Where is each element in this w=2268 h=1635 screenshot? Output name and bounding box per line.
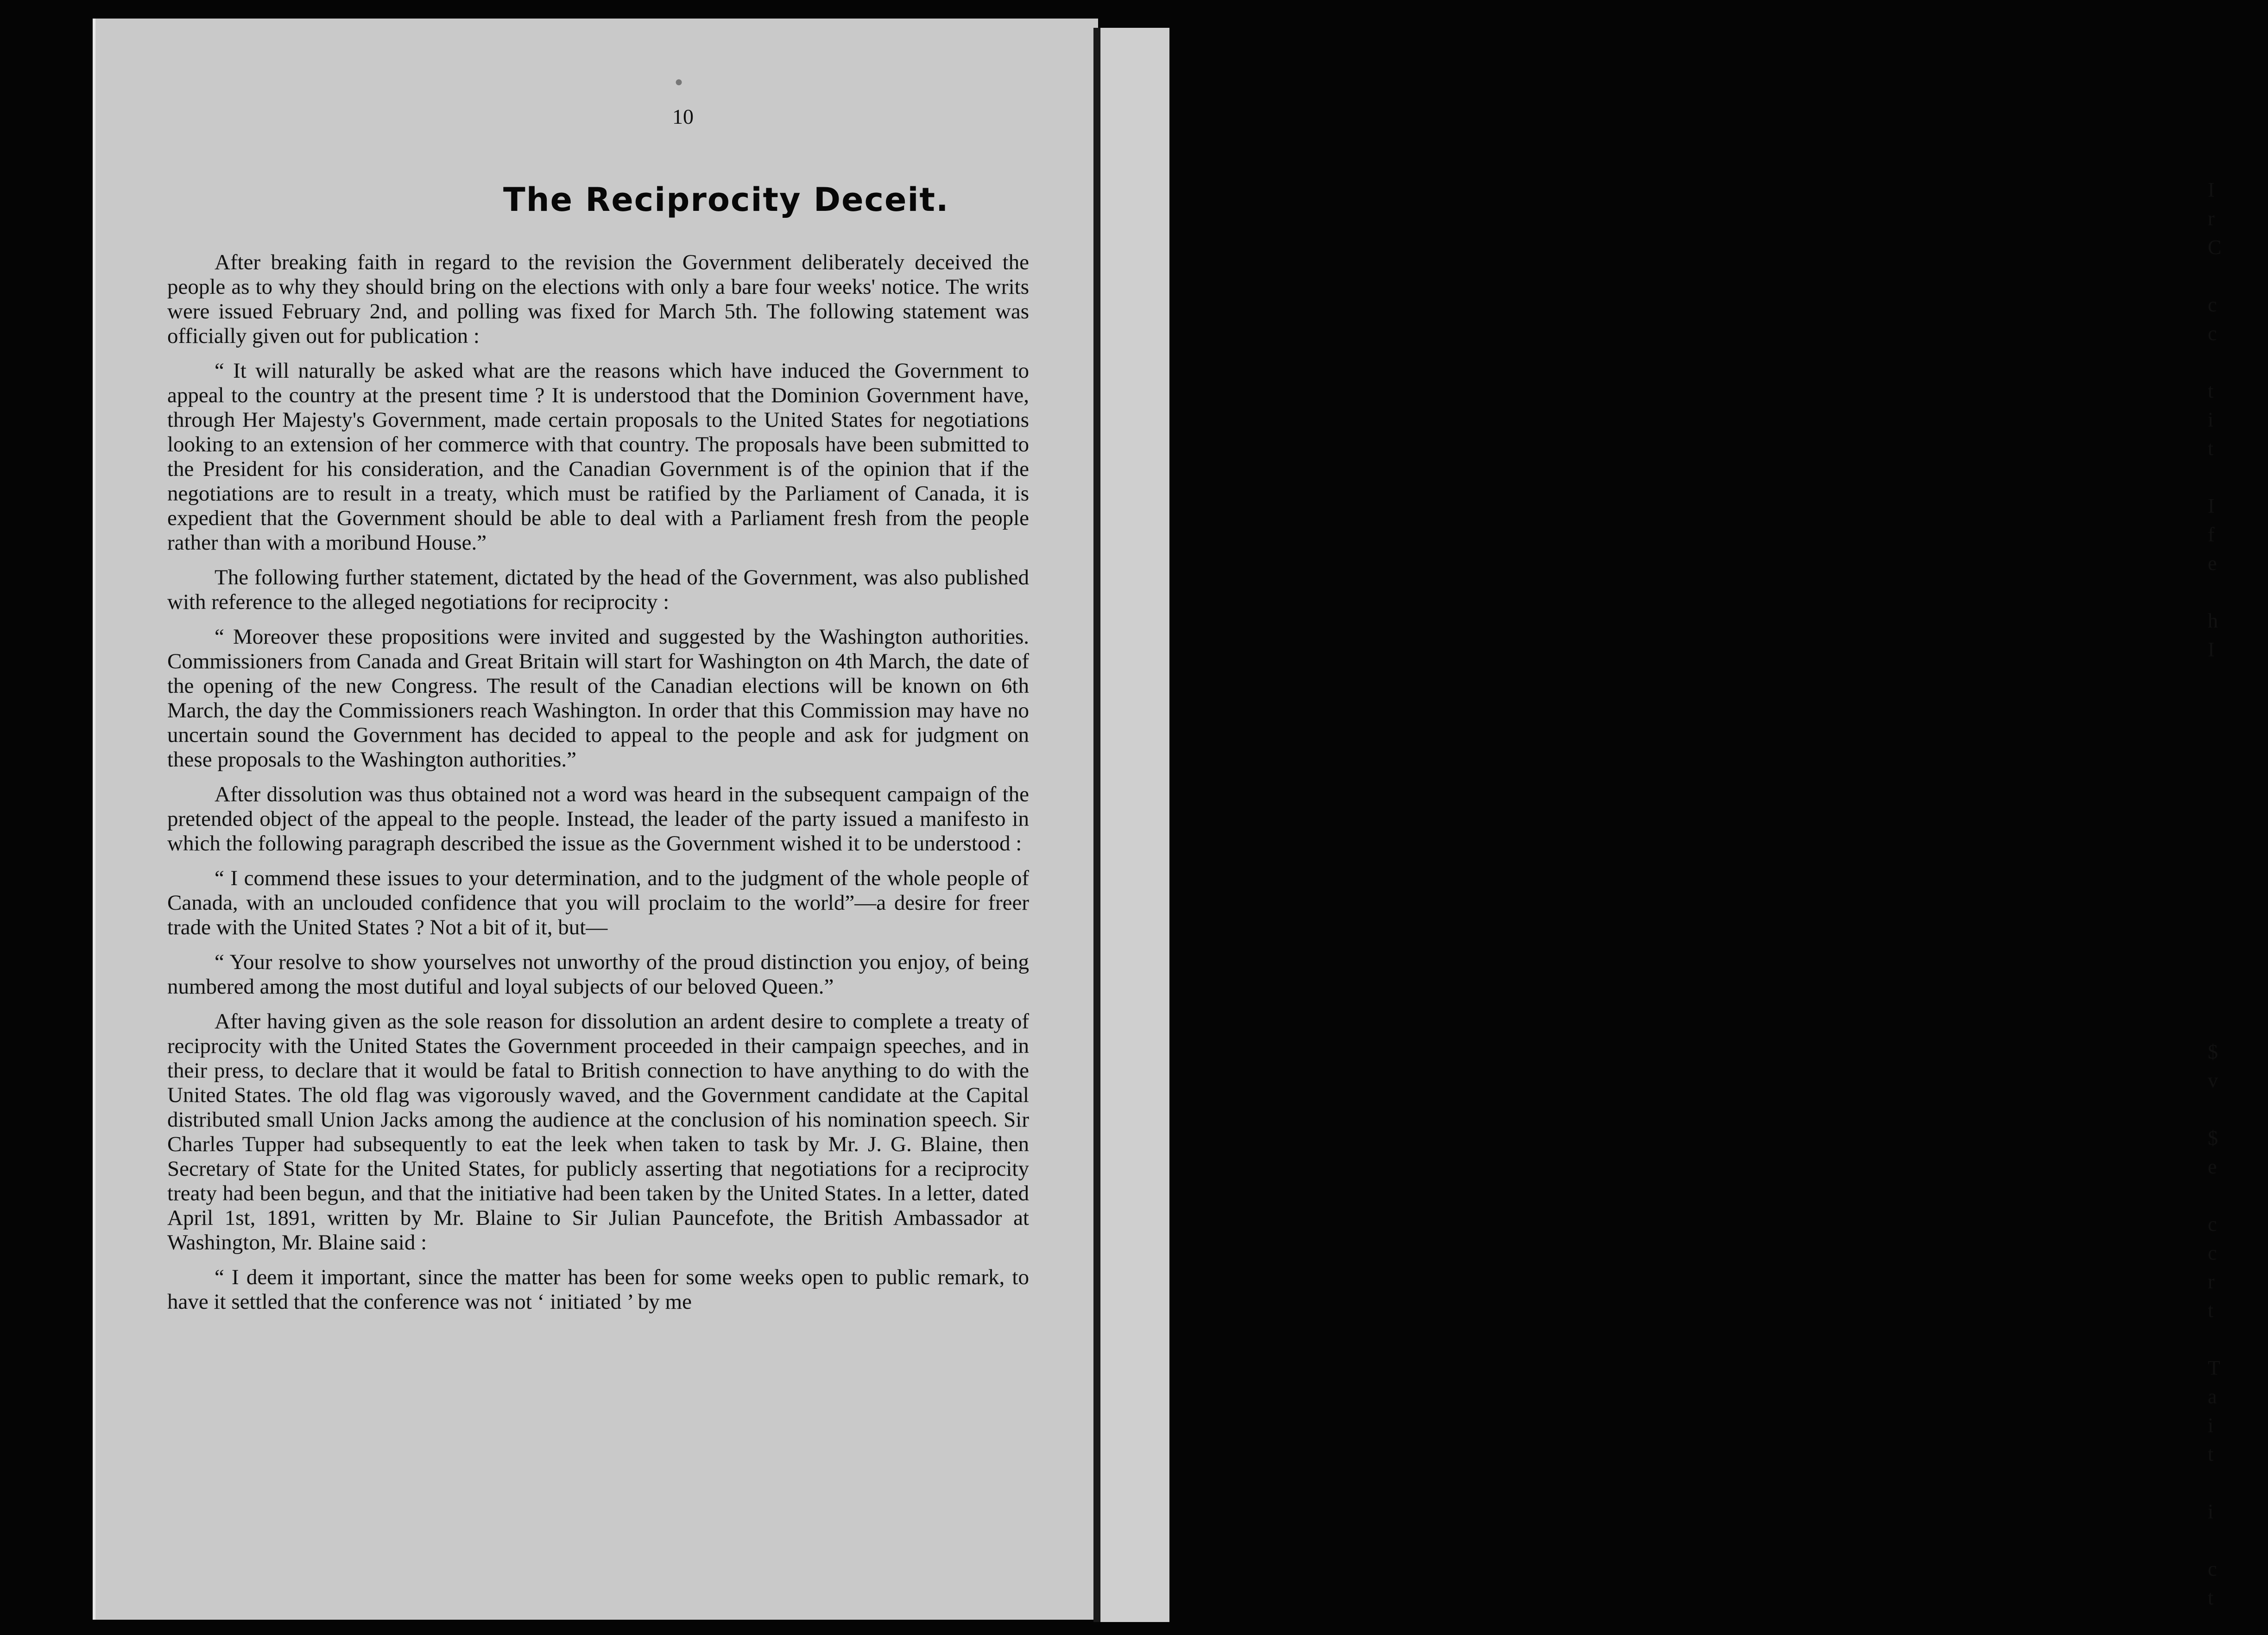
adjacent-page-letter: h <box>2208 609 2218 632</box>
adjacent-page-letter <box>2208 1009 2268 1038</box>
adjacent-page-letter <box>2208 693 2268 722</box>
adjacent-page-letter <box>2208 751 2268 779</box>
adjacent-page-letters <box>2208 176 2268 1613</box>
adjacent-page-letter <box>2208 1096 2268 1124</box>
adjacent-page-letter <box>2208 1182 2268 1210</box>
paragraph: After breaking faith in regard to the revision the Government deliberately deceived the people as to why they should bring on the elections with only a bare four weeks' notice. The writs were issued February 2nd, and polling was fixed for March 5th. The following statement was officially given out for publication : <box>167 250 1029 348</box>
adjacent-page-letter <box>2208 808 2268 837</box>
quoted-paragraph: “ Your resolve to show yourselves not unworthy of the proud distinction you enjoy, of being numbered among the most dutiful and loyal subjects of our beloved Queen.” <box>167 950 1029 999</box>
adjacent-page-letter: I <box>2208 494 2215 517</box>
adjacent-page-letter <box>2208 665 2268 693</box>
document-page <box>93 19 1098 1620</box>
adjacent-page-letter <box>2208 1325 2268 1354</box>
adjacent-page-letter <box>2208 1469 2268 1498</box>
adjacent-page-letter <box>2208 578 2268 607</box>
adjacent-page-letter: T <box>2208 1356 2220 1379</box>
adjacent-page-letter: c <box>2208 1242 2217 1264</box>
ink-speck: ● <box>675 74 683 89</box>
adjacent-page-letter: t <box>2208 1299 2214 1322</box>
adjacent-page-letter: a <box>2208 1385 2217 1408</box>
adjacent-page-letter: e <box>2208 552 2217 575</box>
paragraph: After having given as the sole reason for dissolution an ardent desire to complete a treaty of reciprocity with the United States the Government proceeded in their campaign speeches, and in their press, to declare that it would be fatal to British connection to have anything to do with the United States. The old flag was vigorously waved, and the Government candidate at the Capital distributed small Union Jacks among the audience at the conclusion of his nomination speech. Sir Charles Tupper had subsequently to eat the leek when taken to task by Mr. J. G. Blaine, then Secretary of State for the United States, for publicly asserting that negotiations for a reciprocity treaty had been begun, and that the initiative had been taken by the United States. In a letter, dated April 1st, 1891, written by Mr. Blaine to Sir Julian Pauncefote, the British Ambassador at Washington, Mr. Blaine said : <box>167 1009 1029 1255</box>
adjacent-page-letter <box>2208 262 2268 291</box>
adjacent-page-letter <box>2208 349 2268 377</box>
adjacent-page-letter <box>2208 1527 2268 1555</box>
adjacent-page-letter <box>2208 923 2268 952</box>
adjacent-page-edge <box>1100 28 2222 1622</box>
quoted-paragraph: “ It will naturally be asked what are the reasons which have induced the Government to appeal to the country at the present time ? It is understood that the Dominion Government have, through Her Majesty's Government, made certain proposals to the United States for negotiations looking to an extension of her commerce with that country. The proposals have been submitted to the President for his consideration, and the Canadian Government is of the opinion that if the negotiations are to result in a treaty, which must be ratified by the Parliament of Canada, it is expedient that the Government should be able to deal with a Parliament fresh from the people rather than with a moribund House.” <box>167 359 1029 555</box>
paragraph: The following further statement, dictated by the head of the Government, was also published with reference to the alleged negotiations for reciprocity : <box>167 565 1029 614</box>
adjacent-page-letter: t <box>2208 437 2214 460</box>
adjacent-page-letter: c <box>2208 1213 2217 1236</box>
adjacent-page-letter: t <box>2208 1443 2214 1465</box>
page-number: 10 <box>672 105 694 128</box>
adjacent-page-letter: t <box>2208 1586 2214 1609</box>
adjacent-page-letter <box>2208 981 2268 1009</box>
adjacent-page-letter: c <box>2208 293 2217 316</box>
adjacent-page-letter: r <box>2208 207 2215 230</box>
adjacent-page-letter <box>2208 837 2268 866</box>
adjacent-page-letter: i <box>2208 1414 2214 1437</box>
adjacent-page-letter: t <box>2208 380 2214 402</box>
adjacent-page-letter: e <box>2208 1155 2217 1178</box>
quoted-paragraph: “ I commend these issues to your determination, and to the judgment of the whole people of Canada, with an unclouded confidence that you will proclaim to the world”—a desire for freer trade with the United States ? Not a bit of it, but— <box>167 866 1029 939</box>
paragraph: After dissolution was thus obtained not a word was heard in the subsequent campaign of the pretended object of the appeal to the people. Instead, the leader of the party issued a manifesto in which the following paragraph described the issue as the Government wished it to be understood : <box>167 782 1029 856</box>
adjacent-page-letter <box>2208 952 2268 981</box>
adjacent-page-letter: I <box>2208 638 2215 661</box>
quoted-paragraph: “ Moreover these propositions were invited and suggested by the Washington authorities. Commissioners from Canada and Great Britain will start for Washington on 4th March, the date of the opening of the new Congress. The result of the Canadian elections will be known on 6th March, the day the Commissioners reach Washington. In order that this Commission may have no uncertain sound the Government has decided to appeal to the people and ask for judgment on these proposals to the Washington authorities.” <box>167 625 1029 772</box>
adjacent-page-letter <box>2208 463 2268 492</box>
adjacent-page-letter: I <box>2208 178 2215 201</box>
adjacent-page-letter: $ <box>2208 1127 2218 1149</box>
adjacent-page-letter <box>2208 722 2268 751</box>
adjacent-page-letter: C <box>2208 236 2222 259</box>
adjacent-page-letter: c <box>2208 1558 2217 1580</box>
adjacent-page-letter: $ <box>2208 1040 2218 1063</box>
adjacent-page-letter <box>2208 779 2268 808</box>
page-title: The Reciprocity Deceit. <box>503 181 949 219</box>
adjacent-page-letter <box>2208 894 2268 923</box>
page-gutter <box>1093 28 1100 1622</box>
adjacent-page-letter: i <box>2208 408 2214 431</box>
adjacent-page-letter: f <box>2208 523 2215 546</box>
adjacent-page-letter <box>2208 866 2268 894</box>
adjacent-page-letter: i <box>2208 1500 2214 1523</box>
adjacent-page-letter: c <box>2208 322 2217 345</box>
adjacent-page-letter: v <box>2208 1069 2218 1092</box>
adjacent-page-letter: r <box>2208 1270 2215 1293</box>
quoted-paragraph: “ I deem it important, since the matter has been for some weeks open to public remark, to have it settled that the conference was not ‘ initiated ’ by me <box>167 1265 1029 1314</box>
body-text <box>167 250 1029 1324</box>
